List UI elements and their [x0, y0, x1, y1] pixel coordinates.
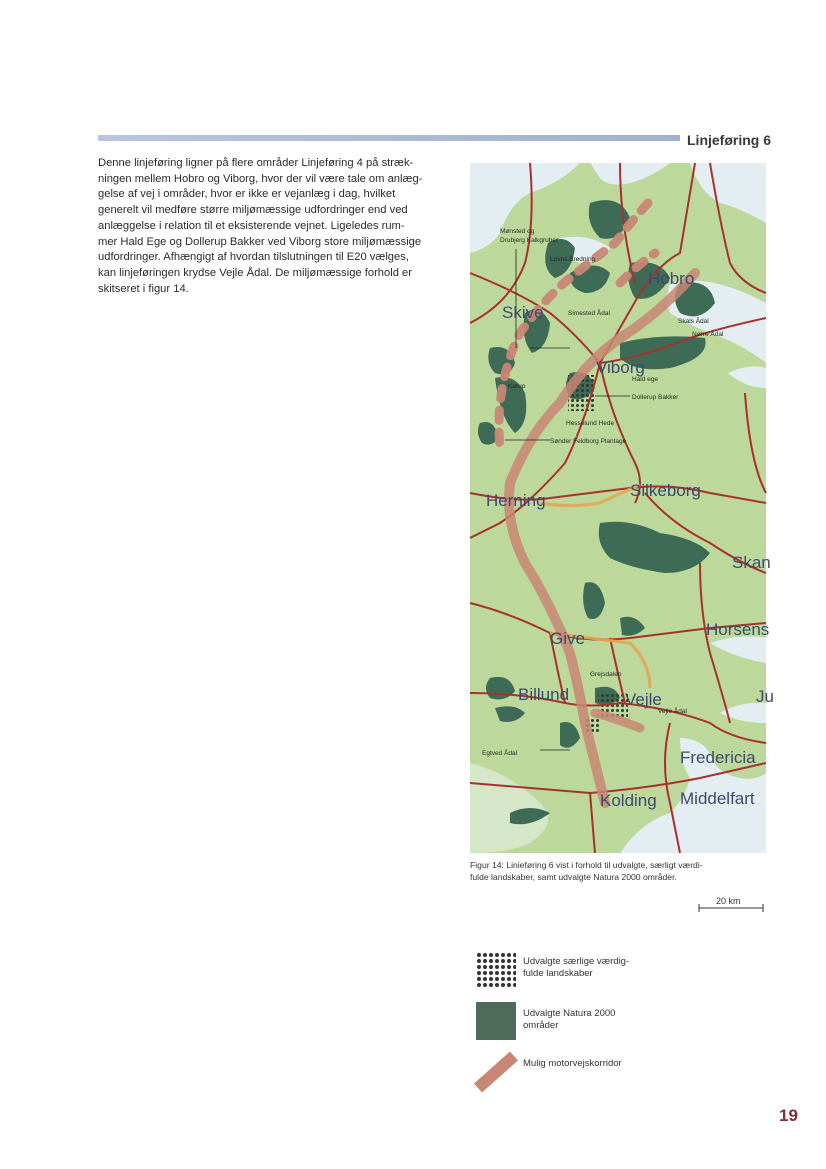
town-label: Fredericia: [680, 748, 756, 767]
caption-line: Figur 14: Linieføring 6 vist i forhold til udvalgte, særligt værdi-: [470, 860, 703, 870]
header-rule: [98, 135, 680, 141]
legend-corridor-label: Mulig motorvejskorridor: [523, 1058, 622, 1069]
body-line: udfordringer. Afhængigt af hvordan tilslutningen til E20 vælges,: [98, 251, 409, 264]
body-paragraph: [98, 156, 453, 297]
scale-label: 20 km: [716, 896, 741, 906]
section-title: Linjeføring 6: [687, 132, 771, 148]
body-line: Denne linjeføring ligner på flere områder Linjeføring 4 på stræk-: [98, 157, 414, 169]
legend-corridor-swatch: [470, 1048, 522, 1096]
area-label: Vejle Ådal: [658, 708, 687, 715]
area-label: Grejsdalen: [590, 671, 622, 678]
town-label: Give: [550, 629, 585, 648]
legend-dots-label: [523, 956, 629, 980]
town-label: Middelfart: [680, 789, 755, 808]
page-number: 19: [779, 1106, 798, 1125]
town-label: Silkeborg: [630, 481, 701, 500]
area-label: Sønder Feldborg Plantage: [550, 438, 627, 445]
body-line: skitseret i figur 14.: [98, 282, 189, 295]
body-line: generelt vil medføre større miljømæssige udfordringer end ved: [98, 204, 408, 217]
town-label: Viborg: [596, 358, 645, 377]
town-label: Vejle: [625, 690, 662, 709]
area-label: Skals Ådal: [678, 318, 709, 325]
figure-caption: [470, 859, 770, 883]
legend-dots-swatch: [476, 952, 516, 988]
body-line: ningen mellem Hobro og Viborg, hvor der vil være tale om anlæg-: [98, 172, 423, 185]
body-line: anlæggelse i relation til et eksisterende vejnet. Ligeledes rum-: [98, 219, 405, 232]
area-label: Lovns Bredning: [550, 256, 596, 263]
town-label: Horsens: [706, 620, 770, 639]
body-line: gelse af vej i områder, hvor er ikke er vejanlæg i dag, hvilket: [98, 188, 396, 201]
town-label: Skive: [502, 303, 544, 322]
area-label: Egtved Ådal: [482, 750, 518, 757]
area-label: Mønsted og: [500, 228, 535, 235]
body-line: kan linjeføringen krydse Vejle Ådal. De miljømæssige forhold er: [98, 266, 413, 279]
route-map: [470, 163, 774, 853]
legend-natura-label: [523, 1008, 615, 1032]
area-label: Drubjerg Kalkgruber: [500, 237, 559, 244]
town-label: Hobro: [648, 269, 695, 288]
area-label: Nørre Ådal: [692, 331, 724, 338]
body-line: mer Hald Ege og Dollerup Bakker ved Viborg store miljømæssige: [98, 235, 422, 248]
area-label: Karup: [508, 383, 526, 390]
area-label: Hald ege: [632, 376, 659, 383]
town-label: Ju: [756, 687, 774, 706]
legend-text: Udvalgte Natura 2000: [523, 1008, 616, 1019]
legend-text: fulde landskaber: [523, 968, 593, 979]
caption-line: fulde landskaber, samt udvalgte Natura 2000 områder.: [470, 872, 677, 882]
area-label: Hesselund Hede: [566, 420, 615, 427]
area-label: Simested Ådal: [568, 310, 610, 317]
area-label: Dollerup Bakker: [632, 394, 679, 401]
town-label: Billund: [518, 685, 570, 704]
scale-bar: [698, 904, 764, 912]
town-label: Skan: [732, 553, 771, 572]
legend-text: Udvalgte særlige værdig-: [523, 956, 630, 967]
legend-text: områder: [523, 1020, 559, 1031]
legend-natura-swatch: [476, 1002, 516, 1040]
town-label: Kolding: [600, 791, 657, 810]
town-label: Herning: [486, 491, 546, 510]
